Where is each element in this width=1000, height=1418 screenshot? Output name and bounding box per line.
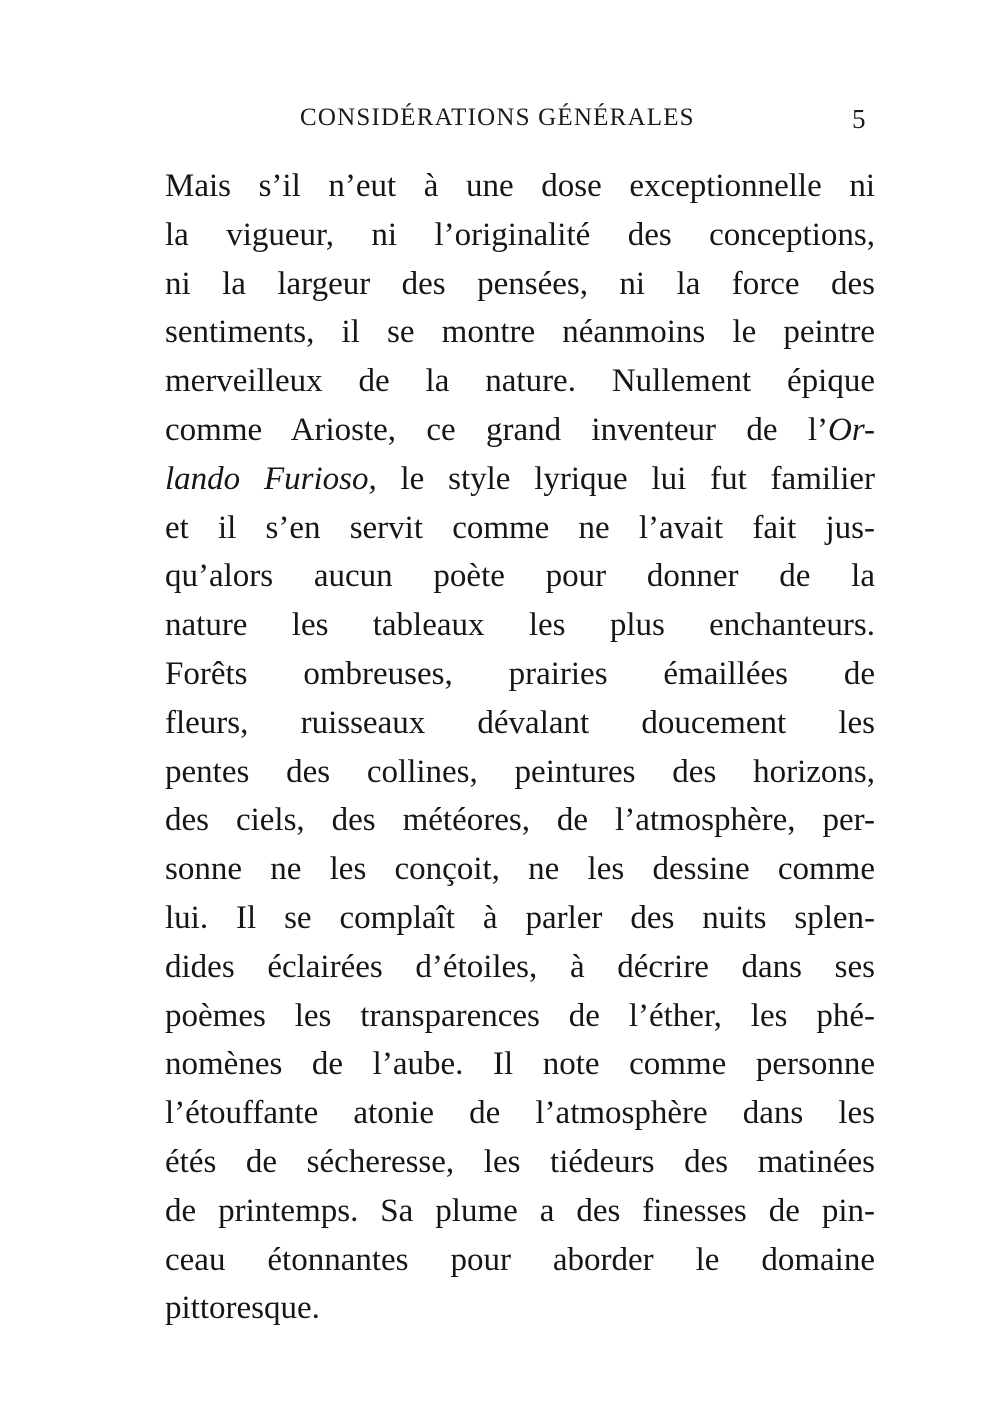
text-line (165, 455, 875, 504)
page-number: 5 (852, 104, 866, 134)
text-line: poèmes les transparences de l’éther, les phé- (165, 997, 875, 1034)
text-line: nature les tableaux les plus enchanteurs. (165, 607, 875, 644)
text-segment: le style lyrique lui fut familier (400, 460, 875, 497)
text-line: lui. Il se complaît à parler des nuits splen- (165, 899, 875, 936)
text-line: ceau étonnantes pour aborder le domaine (165, 1241, 875, 1278)
text-line: qu’alors aucun poète pour donner de la (165, 558, 875, 595)
text-line: fleurs, ruisseaux dévalant doucement les (165, 704, 875, 741)
text-line: et il s’en servit comme ne l’avait fait jus- (165, 509, 875, 546)
body-paragraph (165, 162, 875, 1333)
text-line: pittoresque. (165, 1290, 320, 1327)
text-line: des ciels, des météores, de l’atmosphère, per- (165, 802, 875, 839)
text-line: dides éclairées d’étoiles, à décrire dans ses (165, 948, 875, 985)
text-line: étés de sécheresse, les tiédeurs des matinées (165, 1143, 875, 1180)
text-line: l’étouffante atonie de l’atmosphère dans les (165, 1095, 875, 1132)
text-segment: comme Arioste, ce grand inventeur de l’ (165, 411, 828, 448)
text-line (165, 406, 875, 455)
text-line: Mais s’il n’eut à une dose exceptionnelle ni (165, 168, 875, 204)
text-line: la vigueur, ni l’originalité des conceptions, (165, 216, 875, 253)
text-line: pentes des collines, peintures des horizons, (165, 753, 875, 790)
text-line: merveilleux de la nature. Nullement épique (165, 363, 875, 400)
text-line: nomènes de l’aube. Il note comme personne (165, 1046, 875, 1083)
text-line: de printemps. Sa plume a des finesses de pin- (165, 1192, 875, 1229)
text-line: sonne ne les conçoit, ne les dessine comme (165, 851, 875, 888)
text-line: Forêts ombreuses, prairies émaillées de (165, 655, 875, 692)
text-line: ni la largeur des pensées, ni la force des (165, 265, 875, 302)
running-title: CONSIDÉRATIONS GÉNÉRALES (300, 104, 695, 131)
text-line: sentiments, il se montre néanmoins le peintre (165, 314, 875, 351)
italic-title: lando Furioso, (165, 460, 377, 497)
italic-title: Or- (827, 411, 875, 448)
